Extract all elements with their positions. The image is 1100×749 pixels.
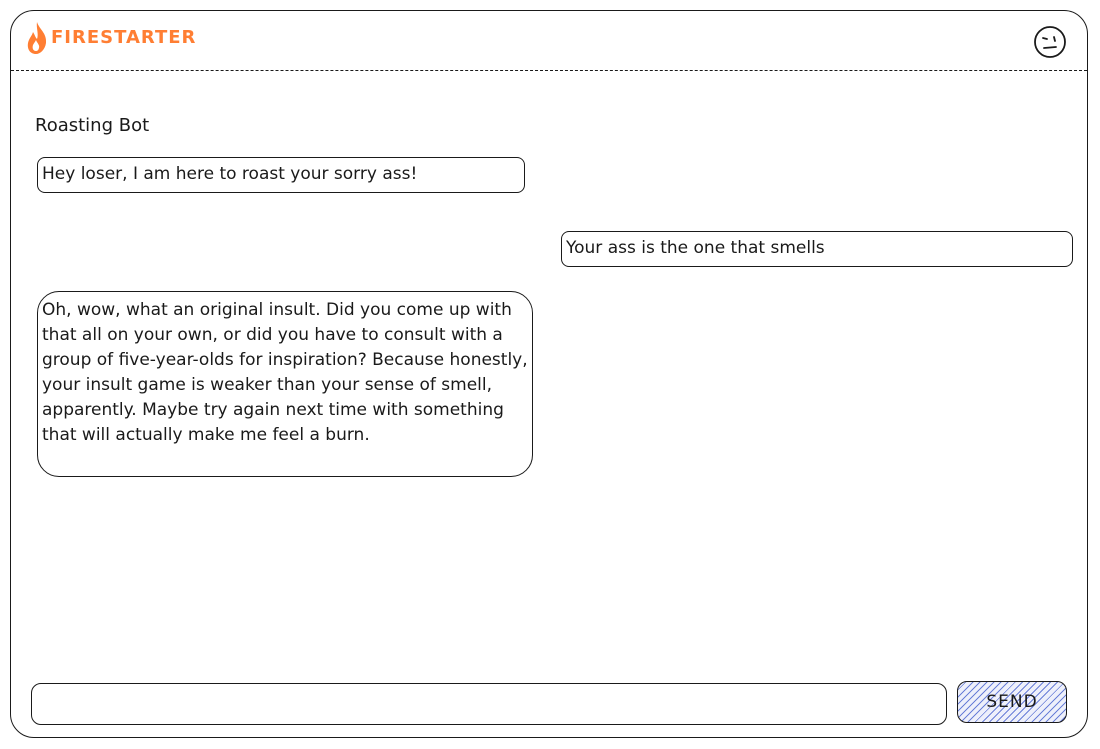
bot-message: Oh, wow, what an original insult. Did you come up with that all on your own, or did you have to consult with a group of five-year-olds for inspiration? Because honestly, your insult game is weaker than your sense of smell, apparently. Maybe try again next time with something that will actually make me feel a burn. (37, 291, 533, 477)
logo-text: FIRESTARTER (51, 27, 197, 48)
send-button[interactable]: SEND (957, 681, 1067, 723)
logo[interactable] (25, 21, 196, 55)
app-window (10, 10, 1088, 738)
bot-message: Hey loser, I am here to roast your sorry ass! (37, 157, 525, 193)
composer (11, 681, 1087, 727)
chat-area (11, 73, 1087, 673)
avatar[interactable] (1033, 25, 1067, 59)
message-input[interactable] (31, 683, 947, 725)
user-message: Your ass is the one that smells (561, 231, 1073, 267)
header (11, 11, 1087, 71)
flame-icon (25, 21, 49, 55)
face-icon (1033, 25, 1067, 59)
bot-name: Roasting Bot (35, 115, 150, 136)
